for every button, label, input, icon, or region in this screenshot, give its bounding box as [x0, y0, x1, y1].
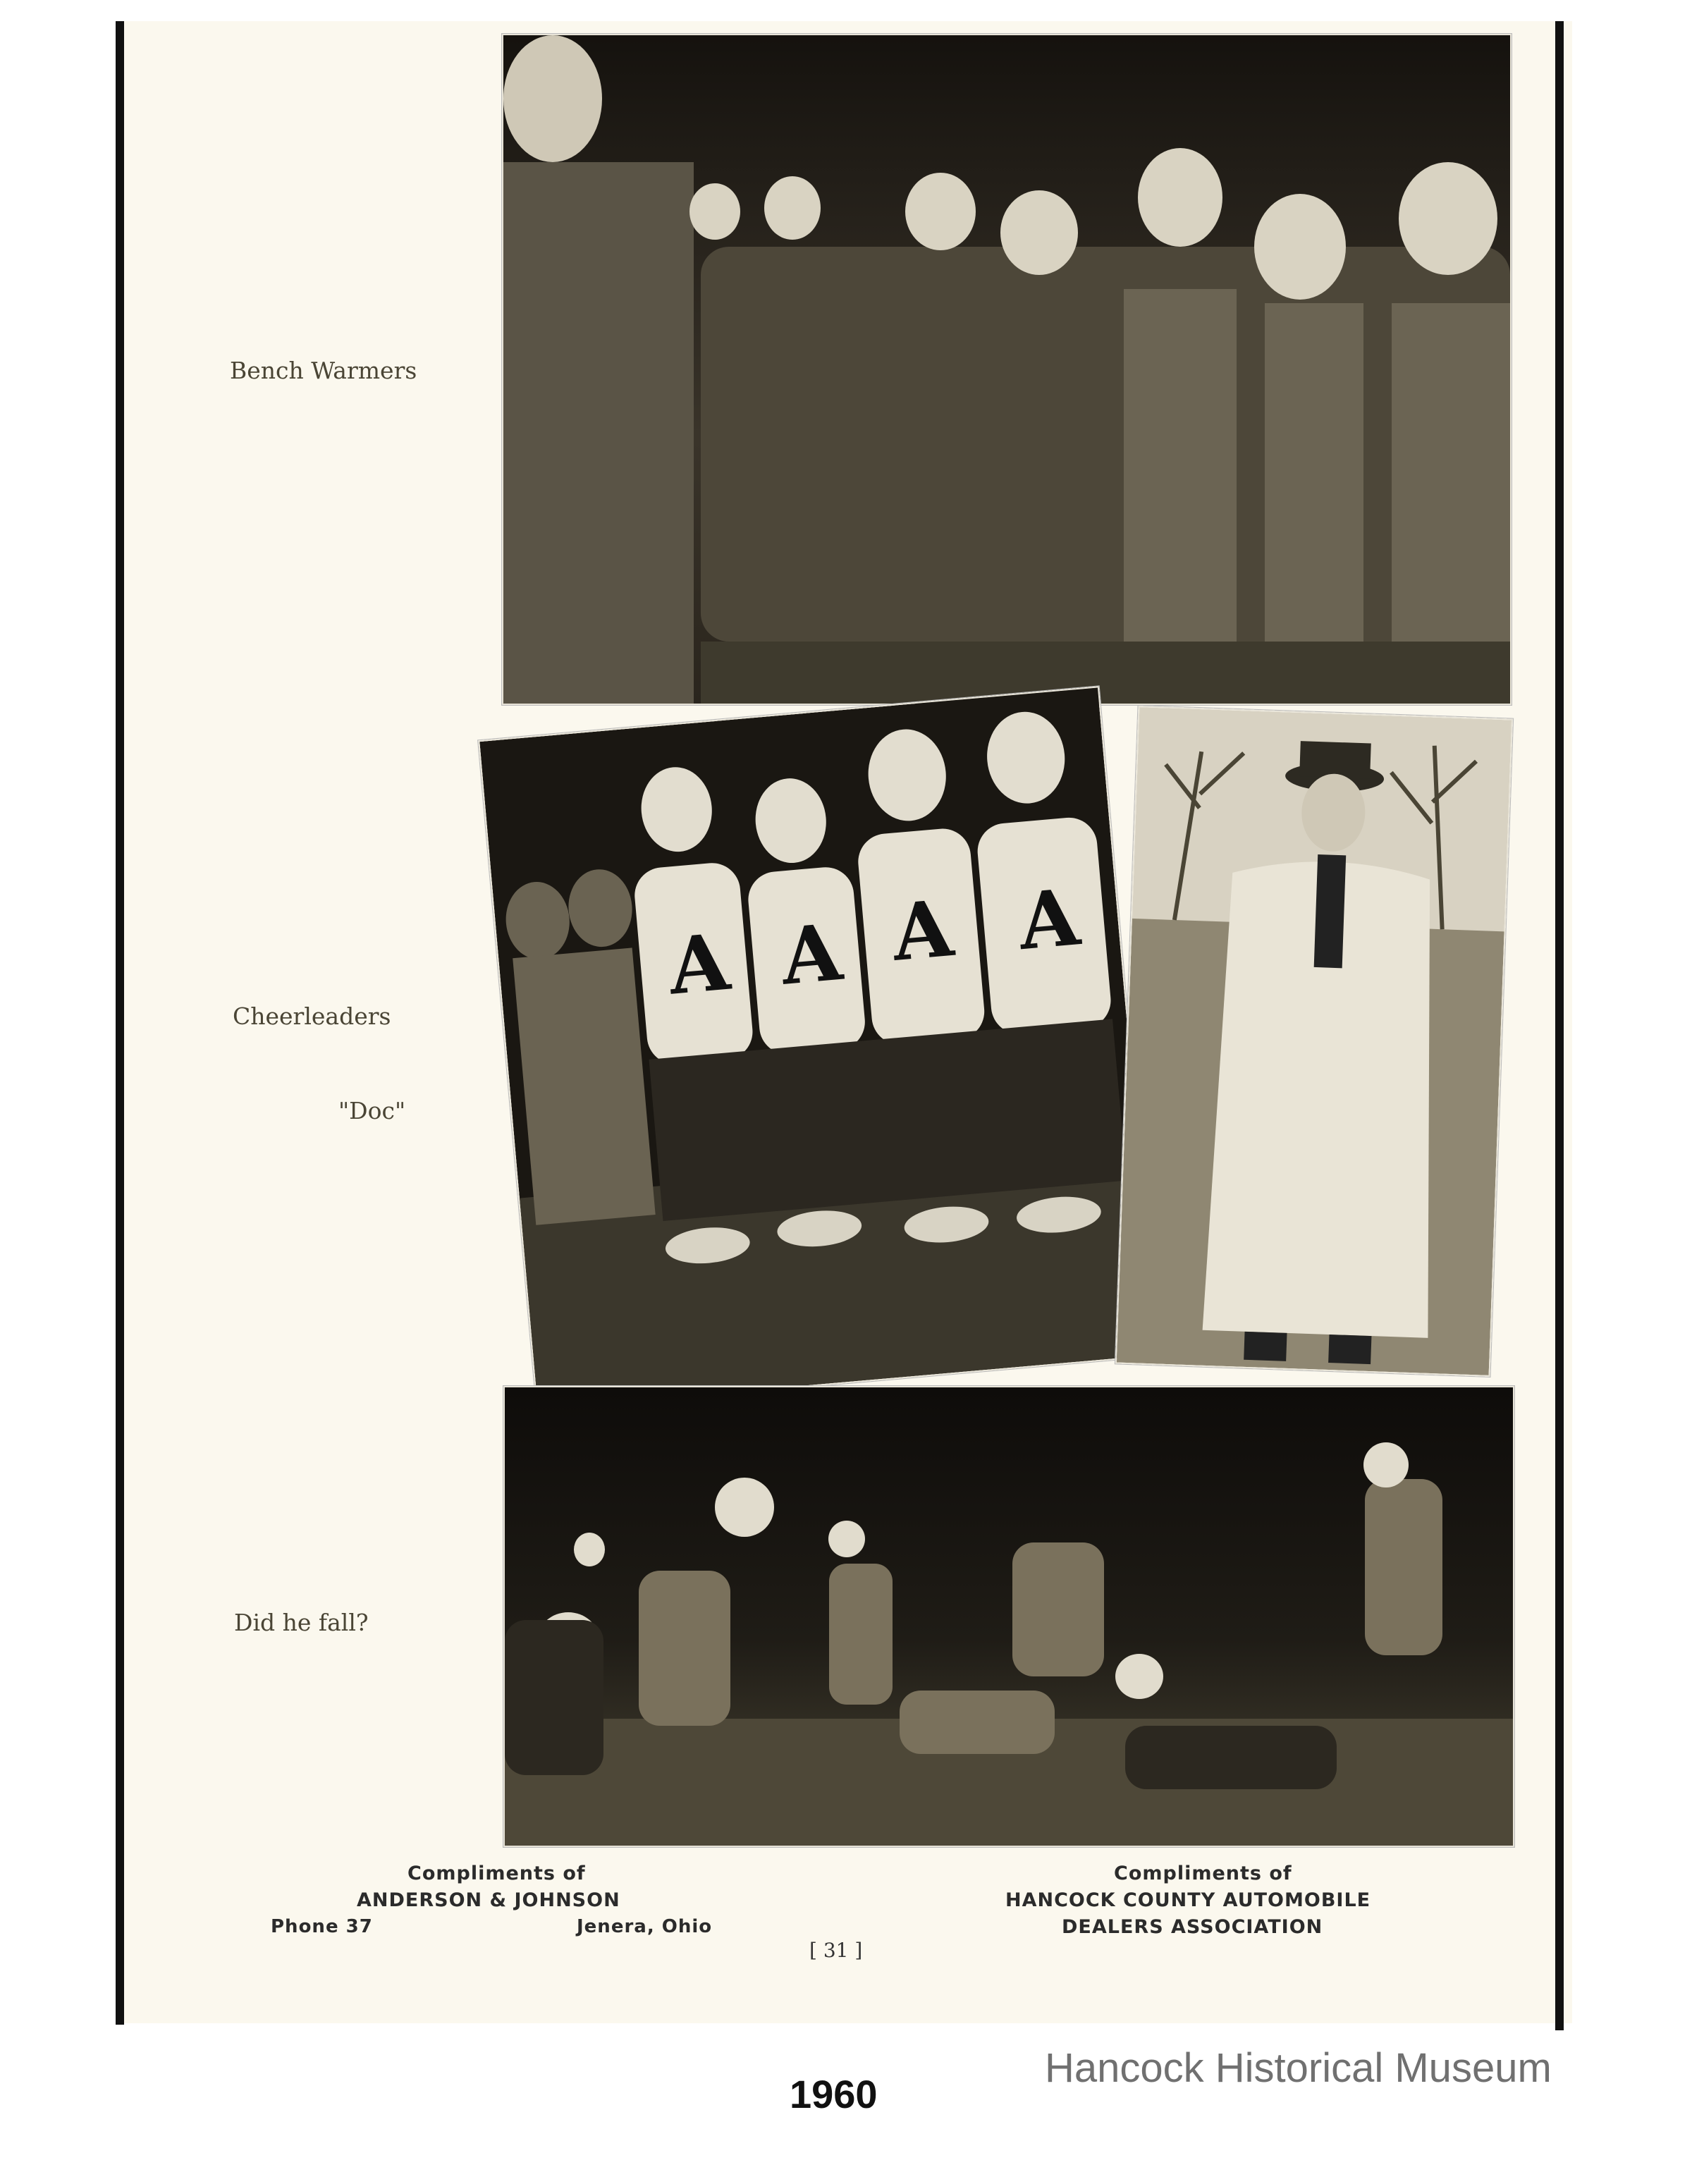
photo-doc: [1115, 706, 1513, 1377]
right-border-rule: [1555, 21, 1564, 2030]
caption-doc: "Doc": [338, 1097, 406, 1124]
photo-cheerleaders: [478, 686, 1158, 1410]
ad-left-phone: Phone 37: [271, 1916, 373, 1937]
ad-left-city: Jenera, Ohio: [577, 1916, 713, 1937]
left-border-rule: [116, 21, 124, 2025]
caption-did-he-fall: Did he fall?: [234, 1609, 369, 1636]
svg-text:A: A: [777, 906, 846, 1002]
ad-left-compliments: Compliments of: [407, 1863, 586, 1884]
ad-left-business-name: ANDERSON & JOHNSON: [357, 1889, 620, 1911]
svg-text:A: A: [888, 882, 957, 978]
ad-right-compliments: Compliments of: [1114, 1863, 1292, 1884]
caption-bench-warmers: Bench Warmers: [230, 357, 417, 384]
museum-watermark: Hancock Historical Museum: [1045, 2045, 1552, 2091]
ad-right-association-name-line2: DEALERS ASSOCIATION: [1062, 1916, 1323, 1938]
svg-text:A: A: [1014, 871, 1084, 968]
caption-cheerleaders: Cheerleaders: [233, 1002, 391, 1030]
year-label: 1960: [790, 2072, 878, 2116]
svg-text:A: A: [665, 916, 733, 1012]
ad-right-association-name: HANCOCK COUNTY AUTOMOBILE: [1005, 1889, 1371, 1911]
photo-bench-warmers: [502, 34, 1512, 705]
page-number: [ 31 ]: [809, 1939, 863, 1962]
photo-football-play: [503, 1386, 1514, 1847]
